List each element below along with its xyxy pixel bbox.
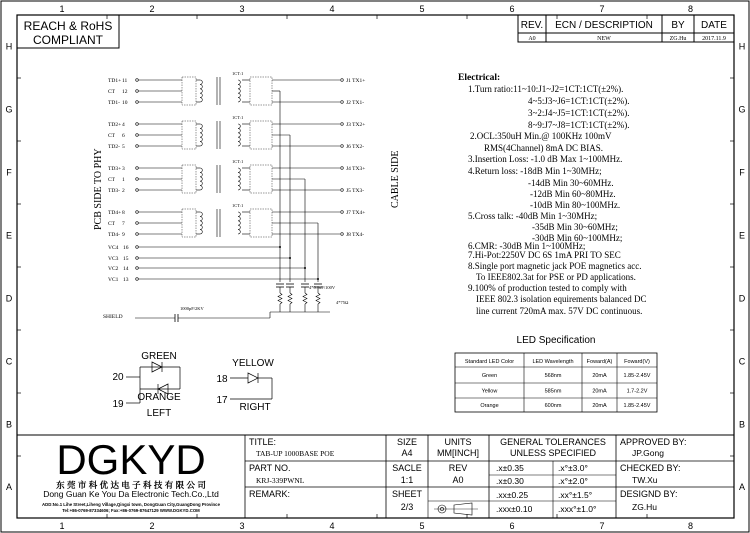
column-mark-top: 7 <box>599 4 605 14</box>
row-mark-right: B <box>738 419 746 430</box>
electrical-line: 6.CMR: -30dB Min 1~100MHz; <box>468 241 586 251</box>
tolerance-angular: .x°±2.0° <box>558 476 588 486</box>
column-mark-bottom: 8 <box>687 521 694 531</box>
led-table-cell: 20mA <box>592 373 607 379</box>
pin-number: 4 <box>122 122 125 128</box>
designed-label: DESIGND BY: <box>620 489 678 499</box>
led-right-pin-b: 17 <box>216 395 228 406</box>
led-table-cell: 600nm <box>544 403 562 409</box>
led-table-cell: Yellow <box>481 388 498 395</box>
right-pin-label: J3 TX2+ <box>346 122 366 128</box>
pin-number: 12 <box>122 89 128 95</box>
choke-box <box>182 121 196 149</box>
scale-label: SACLE <box>392 463 422 473</box>
pin-name: CT <box>108 89 116 95</box>
pin-number: 9 <box>122 232 125 238</box>
led-table-header: LED Wavelength <box>532 359 574 365</box>
electrical-line: 3.Insertion Loss: -1.0 dB Max 1~100MHz. <box>468 154 623 164</box>
compliance-line1: REACH & RoHS <box>23 19 113 33</box>
electrical-title: Electrical: <box>458 73 501 83</box>
electrical-line: IEEE 802.3 isolation equirements balanced DC <box>476 294 647 304</box>
pin-name: CT <box>108 221 116 227</box>
units-label: UNITS <box>444 437 472 447</box>
led-orange-label: ORANGE <box>137 392 181 403</box>
vc-pin-label <box>108 266 129 272</box>
pin-terminal <box>341 123 344 126</box>
title-block <box>17 435 734 518</box>
led-table-cell: 1.85-2.45V <box>623 403 651 409</box>
led-table-cell: 20mA <box>592 388 607 395</box>
pin-terminal <box>136 267 139 270</box>
transformer-coil <box>200 212 202 234</box>
diode-yellow <box>248 373 258 383</box>
row-mark-right: F <box>739 167 745 178</box>
pin-terminal <box>136 211 139 214</box>
column-mark-bottom: 6 <box>509 521 515 531</box>
right-pin-label: J1 TX1+ <box>346 78 366 84</box>
transformer-coil <box>238 124 240 146</box>
tolerance-linear: .x±0.30 <box>496 476 524 486</box>
electrical-spec <box>458 73 646 316</box>
led-table-cell: Orange <box>480 403 499 409</box>
transformer-coil <box>238 168 240 190</box>
right-pin-label: J5 TX3- <box>346 188 365 194</box>
row-mark-left: D <box>5 293 13 304</box>
part-no-value: KRJ-339PWNL <box>256 476 305 485</box>
row-mark-left: B <box>5 419 13 430</box>
led-table-cell: 20mA <box>592 403 607 409</box>
pin-terminal <box>136 257 139 260</box>
electrical-line: 3~2:J4~J5=1CT:1CT(±2%). <box>528 108 630 118</box>
company-logo: DGKYD <box>56 436 206 483</box>
pin-terminal <box>136 134 139 137</box>
pin-terminal <box>136 90 139 93</box>
column-mark-bottom: 2 <box>149 521 155 531</box>
pin-number: 13 <box>123 277 129 283</box>
pin-number: 14 <box>123 266 129 272</box>
pin-number: 6 <box>122 133 125 139</box>
title-label: TITLE: <box>249 437 277 447</box>
pin-name: VC3 <box>108 256 119 262</box>
pin-terminal <box>341 101 344 104</box>
vc-pin-labels <box>108 245 129 283</box>
row-mark-left: A <box>5 482 13 492</box>
ratio-label: 1CT:1 <box>232 71 244 76</box>
tolerance-angular: .x°±3.0° <box>558 463 588 473</box>
row-mark-right: D <box>738 293 746 304</box>
schematic <box>93 71 401 322</box>
left-pin-label <box>108 210 125 216</box>
units-value: MM[INCH] <box>437 448 479 458</box>
pin-number: 11 <box>122 78 128 84</box>
pin-terminal <box>136 233 139 236</box>
electrical-line: 7.Hi-Pot:2250V DC 6S 1mA PRI TO SEC <box>468 250 621 260</box>
electrical-line: 8.Single port magnetic jack POE magnetics acc. <box>468 261 642 271</box>
column-mark-bottom: 7 <box>599 521 605 531</box>
pin-number: 16 <box>123 245 129 251</box>
column-mark-top: 3 <box>239 4 245 14</box>
right-pin-label: J4 TX3+ <box>346 166 366 172</box>
rev-header: REV. <box>520 20 544 31</box>
column-mark-top: 8 <box>687 4 694 14</box>
electrical-line: 5.Cross talk: -40dB Min 1~30MHz; <box>468 211 598 221</box>
tolerance-linear: .xxx±0.10 <box>496 504 533 514</box>
pin-number: 7 <box>122 221 125 227</box>
tolerance-subtitle: UNLESS SPECIFIED <box>509 448 597 458</box>
resistor <box>288 293 292 304</box>
pin-name: TD4- <box>108 232 120 238</box>
shield-label: SHIELD <box>103 314 123 320</box>
right-pin-label: J7 TX4+ <box>346 210 366 216</box>
column-mark-top: 5 <box>419 4 425 14</box>
tolerance-linear: .x±0.35 <box>496 463 524 473</box>
remark-label: REMARK: <box>249 489 291 499</box>
row-mark-left: G <box>5 104 13 115</box>
choke-box <box>250 165 272 193</box>
electrical-line: -12dB Min 60~80MHz. <box>530 189 616 199</box>
transformer-coil <box>200 80 202 102</box>
pin-name: TD4+ <box>108 210 122 216</box>
row-mark-left: F <box>6 167 12 178</box>
rev-value: A0 <box>452 475 464 485</box>
checked-value: TW.Xu <box>632 475 658 485</box>
electrical-line: 1.Turn ratio:11~10:J1~J2=1CT:1CT(±2%). <box>468 84 624 94</box>
pin-number: 3 <box>122 166 125 172</box>
left-pin-label <box>108 100 128 106</box>
ecn-header: ECN / DESCRIPTION <box>555 20 653 31</box>
junction-dot <box>289 257 291 259</box>
cap-label: 4*0.1uF/100V <box>309 285 336 290</box>
rev-value: A0 <box>528 36 536 42</box>
size-value: A4 <box>401 448 413 458</box>
shield-cap-label: 1000pF/2KV <box>180 306 204 311</box>
column-mark-bottom: 4 <box>329 521 335 531</box>
led-left-label: LEFT <box>146 408 172 419</box>
row-mark-right: G <box>738 104 746 115</box>
left-pin-labels <box>108 78 128 238</box>
pin-terminal <box>341 167 344 170</box>
pin-terminal <box>136 178 139 181</box>
left-pin-label <box>108 133 125 139</box>
pin-terminal <box>136 79 139 82</box>
pin-name: TD2- <box>108 144 120 150</box>
electrical-line: 2.OCL:350uH Min.@ 100KHz 100mV <box>470 131 612 141</box>
pin-name: VC2 <box>108 266 119 272</box>
tolerance-linear: .xx±0.25 <box>496 490 529 500</box>
ratio-label: 1CT:1 <box>232 203 244 208</box>
column-mark-bottom: 5 <box>419 521 425 531</box>
right-pin-labels <box>346 78 365 238</box>
column-mark-top: 1 <box>59 4 65 14</box>
ratio-label: 1CT:1 <box>232 115 244 120</box>
electrical-line: 4.Return loss: -18dB Min 1~30MHz; <box>468 166 602 176</box>
choke-box <box>182 209 196 237</box>
transformer-coil <box>238 212 240 234</box>
transformer-coil <box>200 124 202 146</box>
led-spec-title: LED Specification <box>516 335 596 346</box>
vc-pin-label <box>108 245 129 251</box>
checked-label: CHECKED BY: <box>620 463 681 473</box>
electrical-line: 9.100% of production tested to comply with <box>468 283 627 293</box>
pin-name: TD1- <box>108 100 120 106</box>
pin-name: VC1 <box>108 277 119 283</box>
sheet-label: SHEET <box>391 489 423 499</box>
company-name-cn: 东 莞 市 科 优 达 电 子 科 技 有 限 公 司 <box>56 480 206 490</box>
pin-terminal <box>341 233 344 236</box>
transformer-ratio-labels <box>232 71 243 208</box>
pin-terminal <box>341 79 344 82</box>
column-mark-bottom: 1 <box>59 521 65 531</box>
electrical-line: -14dB Min 30~60MHz. <box>528 178 614 188</box>
led-yellow-label: YELLOW <box>232 358 274 369</box>
revision-table <box>518 15 734 42</box>
ratio-label: 1CT:1 <box>232 159 244 164</box>
led-right-pin-a: 18 <box>216 374 228 385</box>
ecn-value: NEW <box>597 36 611 42</box>
pin-name: VC4 <box>108 245 119 251</box>
pin-number: 5 <box>122 144 125 150</box>
electrical-line: -35dB Min 30~60MHz; <box>532 222 618 232</box>
pin-terminal <box>136 123 139 126</box>
compliance-line2: COMPLIANT <box>32 33 104 47</box>
pin-terminal <box>136 278 139 281</box>
choke-box <box>182 77 196 105</box>
approved-label: APPROVED BY: <box>620 437 687 447</box>
left-pin-label <box>108 122 125 128</box>
choke-box <box>250 121 272 149</box>
cable-side-label: CABLE SIDE <box>390 150 401 208</box>
led-spec-table <box>455 353 657 412</box>
vc-pin-label <box>108 256 129 262</box>
tolerance-angular: .xx°±1.5° <box>558 490 593 500</box>
left-pin-label <box>108 221 125 227</box>
choke-box <box>182 165 196 193</box>
pin-terminal <box>136 189 139 192</box>
by-header: BY <box>671 20 685 31</box>
led-table-header: Foward(V) <box>624 359 650 365</box>
pin-number: 8 <box>122 210 125 216</box>
date-value: 2017.11.9 <box>702 36 726 42</box>
rev-label: REV <box>448 463 468 473</box>
led-green-label: GREEN <box>141 351 177 362</box>
row-mark-right: C <box>738 356 746 367</box>
pin-terminal <box>136 167 139 170</box>
pin-name: TD3- <box>108 188 120 194</box>
electrical-line: line current 720mA max. 57V DC continuous. <box>476 306 643 316</box>
pin-number: 10 <box>122 100 128 106</box>
left-pin-label <box>108 89 128 95</box>
led-left-pin-a: 20 <box>112 372 124 383</box>
led-table-header: Standard LED Color <box>464 359 515 365</box>
resistor <box>316 293 320 304</box>
electrical-line: -10dB Min 80~100MHz. <box>530 200 621 210</box>
part-no-label: PART NO. <box>249 463 291 473</box>
row-mark-left: H <box>5 41 13 52</box>
left-pin-label <box>108 166 125 172</box>
left-pin-label <box>108 188 125 194</box>
led-symbols <box>112 351 274 419</box>
title-value: TAB-UP 1000BASE POE <box>256 449 335 458</box>
company-contact: Tel:+86-0769-87334606; Fax:+86-0769-87647129 WWW.DGKYD.COM <box>62 508 200 513</box>
junction-dot <box>317 278 319 280</box>
vc-pin-label <box>108 277 129 283</box>
column-mark-top: 4 <box>329 4 335 14</box>
scale-value: 1:1 <box>400 475 414 485</box>
led-right-label: RIGHT <box>239 402 271 413</box>
pin-terminal <box>136 246 139 249</box>
electrical-line: 4~5:J3~J6=1CT:1CT(±2%). <box>528 96 630 106</box>
led-table-cell: 1.85-2.45V <box>623 373 651 379</box>
right-pin-label: J6 TX2- <box>346 144 365 150</box>
pin-name: TD3+ <box>108 166 122 172</box>
column-mark-bottom: 3 <box>239 521 245 531</box>
pin-terminal <box>136 145 139 148</box>
company-name-en: Dong Guan Ke You Da Electronic Tech.Co.,Ltd <box>43 489 219 499</box>
column-mark-top: 2 <box>149 4 155 14</box>
pcb-side-label: PCB SIDE TO PHY <box>93 148 104 230</box>
pin-terminal <box>341 145 344 148</box>
row-mark-right: A <box>738 482 746 492</box>
row-mark-left: C <box>5 356 13 367</box>
left-pin-label <box>108 144 125 150</box>
tolerance-title: GENERAL TOLERANCES <box>500 437 606 447</box>
led-table-cell: Green <box>481 373 498 379</box>
junction-dot <box>279 246 281 248</box>
designed-value: ZG.Hu <box>632 502 658 512</box>
junction-dot <box>304 267 306 269</box>
pin-number: 15 <box>123 256 129 262</box>
electrical-line: 8~9:J7~J8=1CT:1CT(±2%). <box>528 120 630 130</box>
electrical-line: To IEEE802.3at for PSE or PD applications. <box>476 272 636 282</box>
choke-box <box>250 209 272 237</box>
date-header: DATE <box>701 20 727 31</box>
pin-terminal <box>136 222 139 225</box>
transformer-coil <box>200 168 202 190</box>
size-label: SIZE <box>396 437 418 447</box>
pin-terminal <box>341 211 344 214</box>
left-pin-label <box>108 177 125 183</box>
led-table-cell: 568nm <box>544 373 562 379</box>
tolerance-angular: .xxx°±1.0° <box>558 504 597 514</box>
pin-name: CT <box>108 133 116 139</box>
right-pin-label: J2 TX1- <box>346 100 365 106</box>
company-address: ADD:No.1 Lihe Street,Liheng Village,Qingxi town, DongGuan City,GuangDong Province <box>42 502 220 507</box>
column-mark-top: 6 <box>509 4 515 14</box>
resistor <box>278 293 282 304</box>
pin-number: 1 <box>122 177 125 183</box>
left-pin-label <box>108 232 125 238</box>
res-label: 4*75Ω <box>336 300 349 305</box>
by-value: ZG.Hu <box>669 36 687 42</box>
row-mark-right: H <box>738 41 746 52</box>
electrical-line: -30dB Min 60~100MHz; <box>532 233 623 243</box>
left-pin-label <box>108 78 128 84</box>
led-left-pin-b: 19 <box>112 399 124 410</box>
led-table-cell: 585nm <box>544 388 562 395</box>
resistor <box>303 293 307 304</box>
pin-name: TD2+ <box>108 122 122 128</box>
pin-name: TD1+ <box>108 78 122 84</box>
electrical-line: RMS(4Channel) 8mA DC BIAS. <box>484 143 604 153</box>
right-pin-label: J8 TX4- <box>346 232 365 238</box>
pin-number: 2 <box>122 188 125 194</box>
row-mark-left: E <box>5 230 13 241</box>
choke-box <box>250 77 272 105</box>
sheet-value: 2/3 <box>400 502 414 512</box>
pin-terminal <box>136 101 139 104</box>
pin-terminal <box>341 189 344 192</box>
pin-name: CT <box>108 177 116 183</box>
led-table-header: Foward(A) <box>586 359 613 365</box>
transformer-coil <box>238 80 240 102</box>
led-table-cell: 1.7-2.2V <box>626 388 648 395</box>
approved-value: JP.Gong <box>632 448 664 458</box>
row-mark-right: E <box>738 230 746 241</box>
